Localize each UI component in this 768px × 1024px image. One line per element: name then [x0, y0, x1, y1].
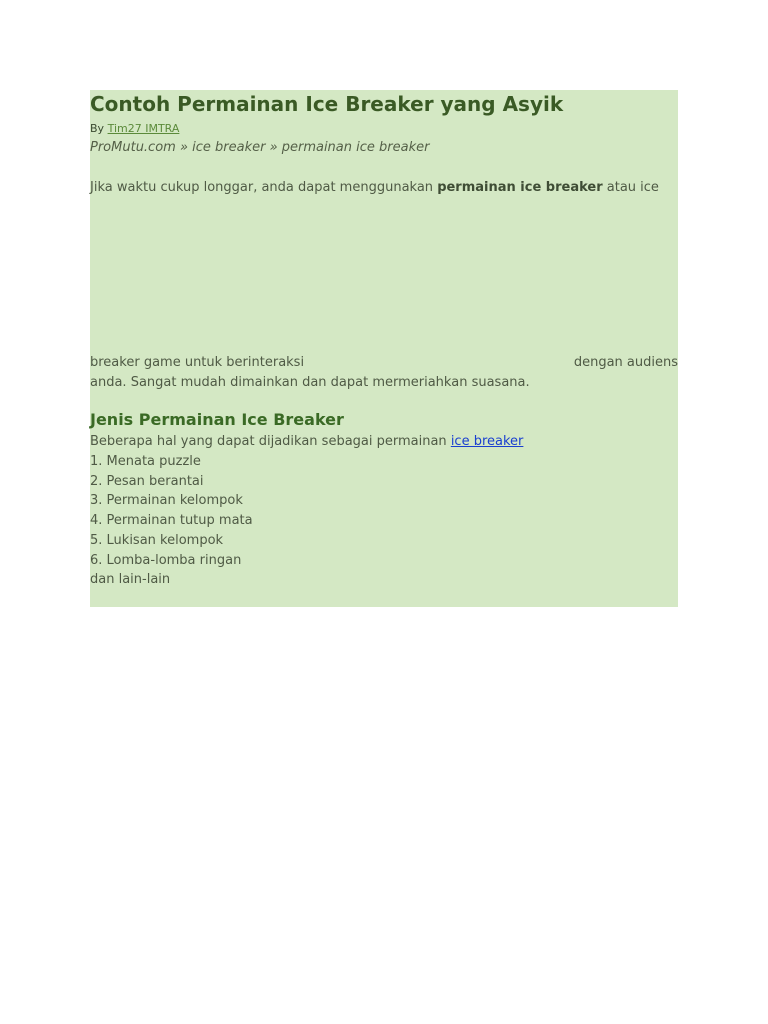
paragraph-1	[90, 178, 659, 198]
paragraph-3: anda. Sangat mudah dimainkan dan dapat mermeriahkan suasana.	[90, 375, 530, 390]
paragraph-2-left: breaker game untuk berinteraksi	[90, 355, 305, 370]
list-item: 2. Pesan berantai	[90, 473, 204, 489]
paragraph-1-bold: permainan ice breaker	[437, 180, 603, 195]
ice-breaker-link[interactable]: ice breaker	[450, 434, 524, 449]
article-panel	[90, 90, 678, 607]
byline-prefix: By	[90, 122, 108, 135]
section-intro-text: Beberapa hal yang dapat dijadikan sebagai permainan	[90, 434, 451, 449]
paragraph-1-end: atau ice	[602, 180, 659, 195]
paragraph-2-right: dengan audiens	[573, 355, 678, 370]
byline	[90, 121, 179, 137]
article-title: Contoh Permainan Ice Breaker yang Asyik	[90, 92, 564, 116]
list-item: 1. Menata puzzle	[90, 454, 201, 469]
list-outro: dan lain-lain	[90, 572, 171, 587]
list-item: 4. Permainan tutup mata	[90, 513, 253, 529]
section-heading: Jenis Permainan Ice Breaker	[90, 410, 344, 429]
list-item: 6. Lomba-lomba ringan	[90, 552, 242, 568]
paragraph-1-start: Jika waktu cukup longgar, anda dapat menggunakan	[90, 180, 438, 195]
game-list	[90, 452, 253, 570]
section-intro	[90, 432, 523, 452]
author-link[interactable]: Tim27 IMTRA	[107, 122, 180, 135]
list-item: 5. Lukisan kelompok	[90, 532, 224, 548]
breadcrumb: ProMutu.com » ice breaker » permainan ice breaker	[90, 140, 430, 155]
list-item: 3. Permainan kelompok	[90, 493, 243, 509]
